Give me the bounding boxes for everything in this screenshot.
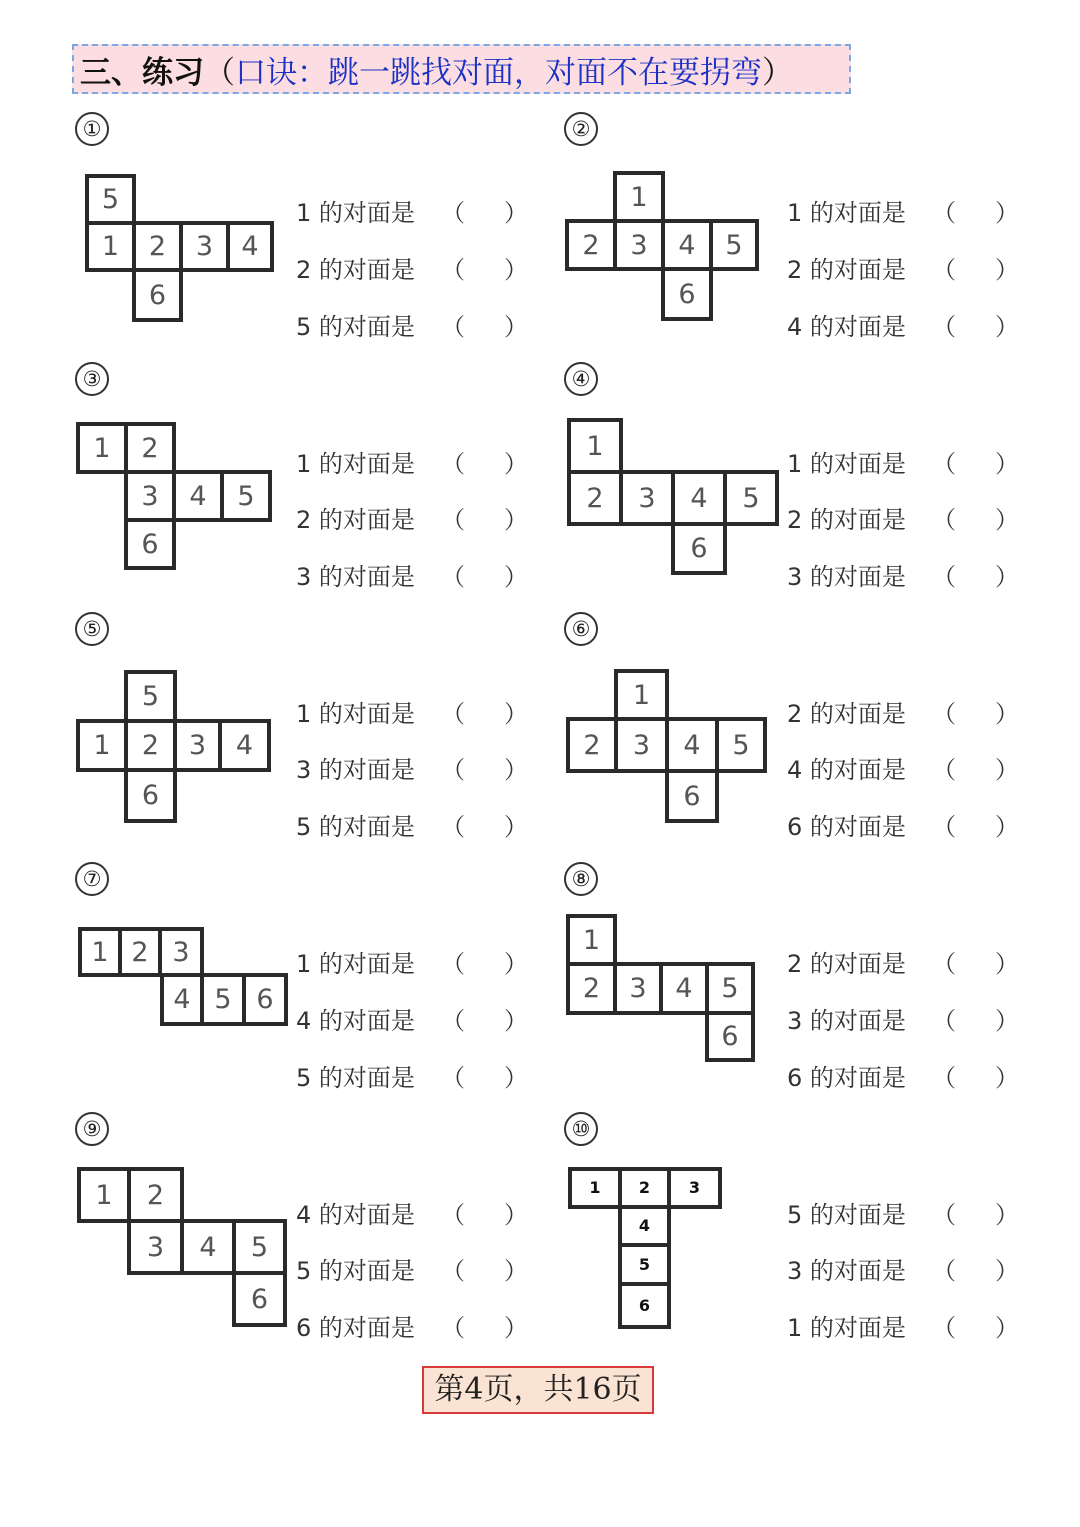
net-cell: 5 xyxy=(85,174,136,225)
net-cell: 4 xyxy=(661,219,713,271)
answer-blank-open: （ xyxy=(441,199,465,227)
net-cell: 1 xyxy=(85,221,136,272)
net-cell: 1 xyxy=(613,171,665,223)
answer-blank-open: （ xyxy=(441,1314,465,1342)
question: 6 的对面是 （ ） xyxy=(787,1058,906,1093)
question: 6 的对面是 （ ） xyxy=(296,1308,415,1343)
net-cell: 1 xyxy=(76,719,128,772)
question: 1 的对面是 （ ） xyxy=(296,944,415,979)
net-cell: 6 xyxy=(671,522,727,575)
net-cell: 4 xyxy=(160,973,204,1026)
net-cell: 4 xyxy=(671,470,727,526)
question: 1 的对面是 （ ） xyxy=(787,193,906,228)
answer-blank-open: （ xyxy=(441,756,465,784)
question: 4 的对面是 （ ） xyxy=(787,307,906,342)
problem-number-1: ① xyxy=(75,112,109,146)
answer-blank-open: （ xyxy=(932,1064,956,1092)
section-header xyxy=(72,44,851,94)
answer-blank-open: （ xyxy=(932,506,956,534)
net-cell: 3 xyxy=(614,717,669,773)
problem-number-5: ⑤ xyxy=(75,612,109,646)
answer-blank-close: ） xyxy=(504,563,528,591)
header-close-paren: ） xyxy=(762,54,793,91)
net-cell: 2 xyxy=(565,219,617,271)
problem-number-8: ⑧ xyxy=(564,862,598,896)
net-cell: 6 xyxy=(242,973,288,1026)
answer-blank-close: ） xyxy=(995,700,1019,728)
net-cell: 3 xyxy=(619,470,675,526)
question: 1 的对面是 （ ） xyxy=(296,193,415,228)
answer-blank-open: （ xyxy=(932,199,956,227)
answer-blank-close: ） xyxy=(995,1064,1019,1092)
net-cell: 5 xyxy=(715,717,767,773)
answer-blank-open: （ xyxy=(932,700,956,728)
answer-blank-close: ） xyxy=(504,313,528,341)
question: 6 的对面是 （ ） xyxy=(787,807,906,842)
net-cell: 6 xyxy=(124,518,176,570)
net-cell: 3 xyxy=(173,719,222,772)
answer-blank-open: （ xyxy=(932,756,956,784)
problem-number-9: ⑨ xyxy=(75,1112,109,1146)
question: 1 的对面是 （ ） xyxy=(787,1308,906,1343)
net-cell: 2 xyxy=(567,470,623,526)
page-indicator: 第4页，共16页 xyxy=(422,1366,654,1414)
net-cell: 5 xyxy=(200,973,246,1026)
net-cell: 2 xyxy=(566,717,618,773)
question: 1 的对面是 （ ） xyxy=(296,694,415,729)
question: 3 的对面是 （ ） xyxy=(787,557,906,592)
answer-blank-close: ） xyxy=(995,756,1019,784)
problem-number-6: ⑥ xyxy=(564,612,598,646)
net-cell: 6 xyxy=(124,768,177,823)
answer-blank-open: （ xyxy=(441,813,465,841)
header-open-paren: （ xyxy=(204,54,235,91)
answer-blank-close: ） xyxy=(504,950,528,978)
question: 2 的对面是 （ ） xyxy=(296,500,415,535)
answer-blank-open: （ xyxy=(932,563,956,591)
answer-blank-close: ） xyxy=(995,1257,1019,1285)
answer-blank-open: （ xyxy=(932,1201,956,1229)
answer-blank-close: ） xyxy=(504,1064,528,1092)
net-cell: 2 xyxy=(124,719,177,772)
net-cell: 3 xyxy=(613,219,665,271)
question: 5 的对面是 （ ） xyxy=(296,1251,415,1286)
answer-blank-close: ） xyxy=(995,1314,1019,1342)
net-cell: 3 xyxy=(179,221,230,272)
answer-blank-open: （ xyxy=(441,256,465,284)
answer-blank-open: （ xyxy=(932,950,956,978)
answer-blank-close: ） xyxy=(504,1257,528,1285)
answer-blank-close: ） xyxy=(995,813,1019,841)
net-cell: 6 xyxy=(132,268,183,322)
problem-number-7: ⑦ xyxy=(75,862,109,896)
question: 2 的对面是 （ ） xyxy=(787,694,906,729)
answer-blank-close: ） xyxy=(995,1201,1019,1229)
net-cell: 4 xyxy=(172,470,224,522)
answer-blank-close: ） xyxy=(504,506,528,534)
problem-number-3: ③ xyxy=(75,362,109,396)
net-cell: 3 xyxy=(613,962,663,1015)
answer-blank-open: （ xyxy=(932,1257,956,1285)
question: 4 的对面是 （ ） xyxy=(787,750,906,785)
answer-blank-close: ） xyxy=(504,700,528,728)
question: 3 的对面是 （ ） xyxy=(787,1001,906,1036)
net-cell: 6 xyxy=(232,1271,287,1327)
answer-blank-close: ） xyxy=(504,813,528,841)
net-cell: 5 xyxy=(232,1219,287,1275)
answer-blank-close: ） xyxy=(995,950,1019,978)
net-cell: 1 xyxy=(76,422,128,474)
question: 4 的对面是 （ ） xyxy=(296,1001,415,1036)
answer-blank-open: （ xyxy=(441,1201,465,1229)
net-cell: 4 xyxy=(180,1219,236,1275)
question: 5 的对面是 （ ） xyxy=(296,1058,415,1093)
question: 1 的对面是 （ ） xyxy=(296,444,415,479)
net-cell: 6 xyxy=(661,267,713,321)
answer-blank-open: （ xyxy=(932,813,956,841)
net-cell: 5 xyxy=(705,962,755,1015)
question: 3 的对面是 （ ） xyxy=(787,1251,906,1286)
net-cell: 3 xyxy=(667,1167,722,1209)
question: 5 的对面是 （ ） xyxy=(296,307,415,342)
answer-blank-close: ） xyxy=(995,1007,1019,1035)
answer-blank-close: ） xyxy=(995,313,1019,341)
question: 3 的对面是 （ ） xyxy=(296,557,415,592)
answer-blank-open: （ xyxy=(932,450,956,478)
answer-blank-open: （ xyxy=(932,256,956,284)
net-cell: 2 xyxy=(566,962,617,1015)
net-cell: 1 xyxy=(567,418,623,474)
answer-blank-close: ） xyxy=(504,1314,528,1342)
question: 2 的对面是 （ ） xyxy=(787,500,906,535)
net-cell: 1 xyxy=(566,914,617,966)
net-cell: 5 xyxy=(124,670,177,723)
net-cell: 1 xyxy=(78,927,122,977)
net-cell: 3 xyxy=(158,927,204,977)
net-cell: 2 xyxy=(124,422,176,474)
net-cell: 6 xyxy=(618,1282,671,1329)
answer-blank-close: ） xyxy=(995,506,1019,534)
answer-blank-open: （ xyxy=(932,313,956,341)
question: 3 的对面是 （ ） xyxy=(296,750,415,785)
problem-number-2: ② xyxy=(564,112,598,146)
answer-blank-close: ） xyxy=(504,199,528,227)
answer-blank-close: ） xyxy=(504,756,528,784)
question: 5 的对面是 （ ） xyxy=(296,807,415,842)
net-cell: 4 xyxy=(218,719,271,772)
question: 1 的对面是 （ ） xyxy=(787,444,906,479)
answer-blank-open: （ xyxy=(441,950,465,978)
net-cell: 4 xyxy=(659,962,709,1015)
answer-blank-open: （ xyxy=(441,450,465,478)
problem-number-4: ④ xyxy=(564,362,598,396)
answer-blank-open: （ xyxy=(932,1314,956,1342)
net-cell: 5 xyxy=(709,219,759,271)
net-cell: 5 xyxy=(723,470,779,526)
answer-blank-open: （ xyxy=(441,313,465,341)
net-cell: 5 xyxy=(220,470,272,522)
net-cell: 2 xyxy=(132,221,183,272)
question: 4 的对面是 （ ） xyxy=(296,1195,415,1230)
answer-blank-open: （ xyxy=(441,506,465,534)
answer-blank-close: ） xyxy=(504,1007,528,1035)
net-cell: 1 xyxy=(614,669,669,721)
net-cell: 3 xyxy=(127,1219,184,1275)
answer-blank-close: ） xyxy=(995,199,1019,227)
net-cell: 4 xyxy=(618,1205,671,1247)
net-cell: 4 xyxy=(226,221,274,272)
answer-blank-close: ） xyxy=(504,256,528,284)
answer-blank-close: ） xyxy=(504,450,528,478)
net-cell: 3 xyxy=(124,470,176,522)
answer-blank-close: ） xyxy=(995,256,1019,284)
net-cell: 2 xyxy=(118,927,162,977)
net-cell: 4 xyxy=(665,717,719,773)
net-cell: 6 xyxy=(705,1011,755,1062)
net-cell: 2 xyxy=(127,1167,184,1223)
answer-blank-open: （ xyxy=(441,700,465,728)
section-title: 三、练习 xyxy=(80,54,204,91)
answer-blank-close: ） xyxy=(504,1201,528,1229)
question: 5 的对面是 （ ） xyxy=(787,1195,906,1230)
answer-blank-open: （ xyxy=(441,1064,465,1092)
question: 2 的对面是 （ ） xyxy=(296,250,415,285)
question: 2 的对面是 （ ） xyxy=(787,944,906,979)
net-cell: 2 xyxy=(618,1167,671,1209)
answer-blank-open: （ xyxy=(441,1007,465,1035)
net-cell: 6 xyxy=(665,769,719,823)
answer-blank-open: （ xyxy=(932,1007,956,1035)
answer-blank-open: （ xyxy=(441,563,465,591)
answer-blank-close: ） xyxy=(995,563,1019,591)
answer-blank-close: ） xyxy=(995,450,1019,478)
net-cell: 5 xyxy=(618,1243,671,1286)
answer-blank-open: （ xyxy=(441,1257,465,1285)
net-cell: 1 xyxy=(568,1167,622,1209)
net-cell: 1 xyxy=(77,1167,131,1223)
mnemonic-text: 口诀：跳一跳找对面，对面不在要拐弯 xyxy=(235,54,762,91)
question: 2 的对面是 （ ） xyxy=(787,250,906,285)
problem-number-10: ⑩ xyxy=(564,1112,598,1146)
